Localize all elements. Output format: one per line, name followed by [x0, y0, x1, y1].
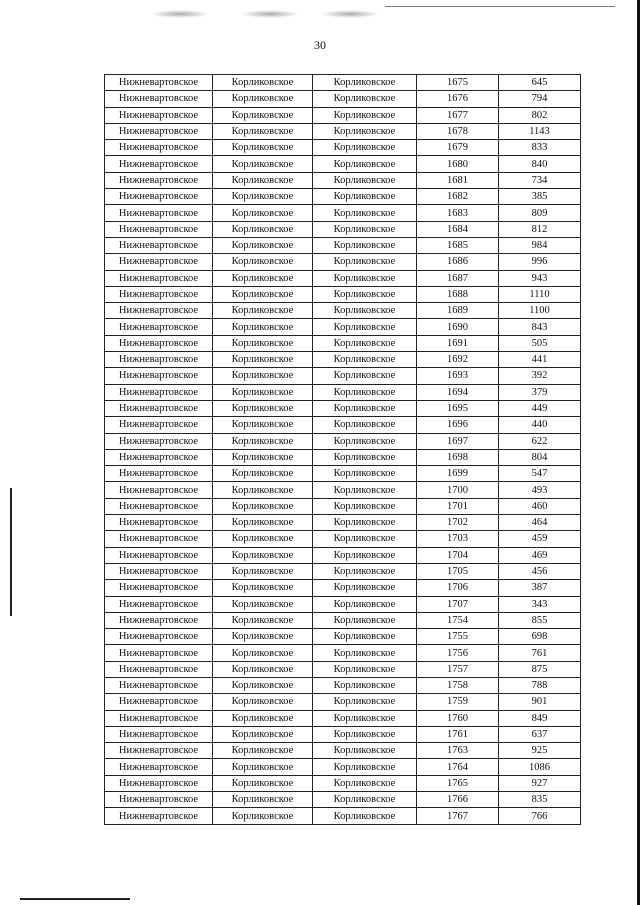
well-number-cell: 1758: [417, 677, 499, 693]
table-row: [105, 726, 581, 742]
well-number-cell: 1704: [417, 547, 499, 563]
license-area-cell: Корликовское: [313, 612, 417, 628]
license-area-cell: Корликовское: [313, 792, 417, 808]
district-cell: Нижневартовское: [105, 808, 213, 824]
value-cell: 833: [499, 140, 581, 156]
district-cell: Нижневартовское: [105, 449, 213, 465]
well-number-cell: 1703: [417, 531, 499, 547]
table-row: [105, 759, 581, 775]
field-cell: Корликовское: [213, 759, 313, 775]
district-cell: Нижневартовское: [105, 433, 213, 449]
field-cell: Корликовское: [213, 221, 313, 237]
table-row: [105, 498, 581, 514]
value-cell: 343: [499, 596, 581, 612]
value-cell: 943: [499, 270, 581, 286]
license-area-cell: Корликовское: [313, 417, 417, 433]
district-cell: Нижневартовское: [105, 629, 213, 645]
field-cell: Корликовское: [213, 645, 313, 661]
district-cell: Нижневартовское: [105, 91, 213, 107]
value-cell: 812: [499, 221, 581, 237]
value-cell: 927: [499, 775, 581, 791]
license-area-cell: Корликовское: [313, 645, 417, 661]
district-cell: Нижневартовское: [105, 661, 213, 677]
field-cell: Корликовское: [213, 335, 313, 351]
value-cell: 984: [499, 237, 581, 253]
license-area-cell: Корликовское: [313, 498, 417, 514]
district-cell: Нижневартовское: [105, 531, 213, 547]
district-cell: Нижневартовское: [105, 205, 213, 221]
license-area-cell: Корликовское: [313, 759, 417, 775]
well-number-cell: 1702: [417, 515, 499, 531]
field-cell: Корликовское: [213, 400, 313, 416]
field-cell: Корликовское: [213, 384, 313, 400]
district-cell: Нижневартовское: [105, 580, 213, 596]
field-cell: Корликовское: [213, 91, 313, 107]
field-cell: Корликовское: [213, 319, 313, 335]
field-cell: Корликовское: [213, 123, 313, 139]
scan-smudge: [240, 10, 300, 18]
value-cell: 547: [499, 466, 581, 482]
license-area-cell: Корликовское: [313, 547, 417, 563]
value-cell: 804: [499, 449, 581, 465]
well-number-cell: 1685: [417, 237, 499, 253]
well-number-cell: 1689: [417, 303, 499, 319]
value-cell: 761: [499, 645, 581, 661]
license-area-cell: Корликовское: [313, 221, 417, 237]
table-row: [105, 808, 581, 824]
field-cell: Корликовское: [213, 270, 313, 286]
field-cell: Корликовское: [213, 580, 313, 596]
license-area-cell: Корликовское: [313, 531, 417, 547]
scan-smudge: [320, 10, 380, 18]
well-number-cell: 1690: [417, 319, 499, 335]
well-number-cell: 1707: [417, 596, 499, 612]
district-cell: Нижневартовское: [105, 237, 213, 253]
table-row: [105, 123, 581, 139]
district-cell: Нижневартовское: [105, 221, 213, 237]
value-cell: 1143: [499, 123, 581, 139]
table-row: [105, 384, 581, 400]
district-cell: Нижневартовское: [105, 107, 213, 123]
table-row: [105, 792, 581, 808]
field-cell: Корликовское: [213, 466, 313, 482]
value-cell: 469: [499, 547, 581, 563]
district-cell: Нижневартовское: [105, 596, 213, 612]
table-row: [105, 629, 581, 645]
field-cell: Корликовское: [213, 792, 313, 808]
value-cell: 464: [499, 515, 581, 531]
district-cell: Нижневартовское: [105, 123, 213, 139]
well-number-cell: 1705: [417, 563, 499, 579]
table-row: [105, 205, 581, 221]
value-cell: 1100: [499, 303, 581, 319]
table-row: [105, 270, 581, 286]
table-row: [105, 368, 581, 384]
table-row: [105, 156, 581, 172]
value-cell: 505: [499, 335, 581, 351]
table-row: [105, 172, 581, 188]
license-area-cell: Корликовское: [313, 107, 417, 123]
field-cell: Корликовское: [213, 498, 313, 514]
table-row: [105, 286, 581, 302]
license-area-cell: Корликовское: [313, 726, 417, 742]
field-cell: Корликовское: [213, 417, 313, 433]
field-cell: Корликовское: [213, 694, 313, 710]
field-cell: Корликовское: [213, 286, 313, 302]
license-area-cell: Корликовское: [313, 335, 417, 351]
license-area-cell: Корликовское: [313, 677, 417, 693]
well-number-cell: 1757: [417, 661, 499, 677]
district-cell: Нижневартовское: [105, 482, 213, 498]
district-cell: Нижневартовское: [105, 319, 213, 335]
table-row: [105, 466, 581, 482]
license-area-cell: Корликовское: [313, 661, 417, 677]
well-number-cell: 1676: [417, 91, 499, 107]
well-number-cell: 1760: [417, 710, 499, 726]
value-cell: 809: [499, 205, 581, 221]
license-area-cell: Корликовское: [313, 515, 417, 531]
well-number-cell: 1677: [417, 107, 499, 123]
district-cell: Нижневартовское: [105, 694, 213, 710]
table-row: [105, 661, 581, 677]
value-cell: 734: [499, 172, 581, 188]
table-row: [105, 189, 581, 205]
field-cell: Корликовское: [213, 808, 313, 824]
field-cell: Корликовское: [213, 710, 313, 726]
table-row: [105, 237, 581, 253]
value-cell: 788: [499, 677, 581, 693]
value-cell: 385: [499, 189, 581, 205]
field-cell: Корликовское: [213, 482, 313, 498]
district-cell: Нижневартовское: [105, 498, 213, 514]
table-row: [105, 775, 581, 791]
table-row: [105, 417, 581, 433]
district-cell: Нижневартовское: [105, 335, 213, 351]
value-cell: 996: [499, 254, 581, 270]
district-cell: Нижневартовское: [105, 189, 213, 205]
well-number-cell: 1764: [417, 759, 499, 775]
field-cell: Корликовское: [213, 254, 313, 270]
license-area-cell: Корликовское: [313, 368, 417, 384]
table-row: [105, 433, 581, 449]
registry-table: [104, 74, 581, 825]
well-number-cell: 1688: [417, 286, 499, 302]
field-cell: Корликовское: [213, 140, 313, 156]
license-area-cell: Корликовское: [313, 254, 417, 270]
well-number-cell: 1761: [417, 726, 499, 742]
table-row: [105, 400, 581, 416]
district-cell: Нижневартовское: [105, 792, 213, 808]
district-cell: Нижневартовское: [105, 270, 213, 286]
district-cell: Нижневартовское: [105, 140, 213, 156]
scan-artifact-bottom-rule: [20, 898, 130, 900]
well-number-cell: 1759: [417, 694, 499, 710]
district-cell: Нижневартовское: [105, 612, 213, 628]
value-cell: 460: [499, 498, 581, 514]
district-cell: Нижневартовское: [105, 417, 213, 433]
license-area-cell: Корликовское: [313, 400, 417, 416]
table-row: [105, 547, 581, 563]
field-cell: Корликовское: [213, 547, 313, 563]
license-area-cell: Корликовское: [313, 710, 417, 726]
table-row: [105, 107, 581, 123]
value-cell: 925: [499, 743, 581, 759]
value-cell: 766: [499, 808, 581, 824]
value-cell: 794: [499, 91, 581, 107]
well-number-cell: 1692: [417, 352, 499, 368]
value-cell: 645: [499, 75, 581, 91]
value-cell: 802: [499, 107, 581, 123]
table-row: [105, 352, 581, 368]
well-number-cell: 1680: [417, 156, 499, 172]
table-row: [105, 319, 581, 335]
table-row: [105, 449, 581, 465]
license-area-cell: Корликовское: [313, 270, 417, 286]
license-area-cell: Корликовское: [313, 75, 417, 91]
table-row: [105, 91, 581, 107]
field-cell: Корликовское: [213, 189, 313, 205]
table-row: [105, 482, 581, 498]
field-cell: Корликовское: [213, 612, 313, 628]
well-number-cell: 1765: [417, 775, 499, 791]
table-row: [105, 254, 581, 270]
license-area-cell: Корликовское: [313, 352, 417, 368]
district-cell: Нижневартовское: [105, 368, 213, 384]
value-cell: 1086: [499, 759, 581, 775]
table-row: [105, 580, 581, 596]
table-row: [105, 677, 581, 693]
value-cell: 835: [499, 792, 581, 808]
field-cell: Корликовское: [213, 775, 313, 791]
field-cell: Корликовское: [213, 531, 313, 547]
well-number-cell: 1755: [417, 629, 499, 645]
table-row: [105, 563, 581, 579]
district-cell: Нижневартовское: [105, 75, 213, 91]
field-cell: Корликовское: [213, 156, 313, 172]
district-cell: Нижневартовское: [105, 400, 213, 416]
district-cell: Нижневартовское: [105, 645, 213, 661]
license-area-cell: Корликовское: [313, 482, 417, 498]
license-area-cell: Корликовское: [313, 303, 417, 319]
well-number-cell: 1756: [417, 645, 499, 661]
field-cell: Корликовское: [213, 368, 313, 384]
well-number-cell: 1687: [417, 270, 499, 286]
well-number-cell: 1706: [417, 580, 499, 596]
field-cell: Корликовское: [213, 596, 313, 612]
license-area-cell: Корликовское: [313, 629, 417, 645]
well-number-cell: 1691: [417, 335, 499, 351]
well-number-cell: 1686: [417, 254, 499, 270]
well-number-cell: 1763: [417, 743, 499, 759]
well-number-cell: 1684: [417, 221, 499, 237]
well-number-cell: 1754: [417, 612, 499, 628]
value-cell: 392: [499, 368, 581, 384]
license-area-cell: Корликовское: [313, 775, 417, 791]
table-row: [105, 710, 581, 726]
table-row: [105, 694, 581, 710]
well-number-cell: 1694: [417, 384, 499, 400]
scan-artifact-top-rule: [385, 6, 615, 7]
field-cell: Корликовское: [213, 352, 313, 368]
table-row: [105, 645, 581, 661]
value-cell: 849: [499, 710, 581, 726]
license-area-cell: Корликовское: [313, 319, 417, 335]
table-row: [105, 596, 581, 612]
well-number-cell: 1683: [417, 205, 499, 221]
well-number-cell: 1693: [417, 368, 499, 384]
well-number-cell: 1678: [417, 123, 499, 139]
value-cell: 441: [499, 352, 581, 368]
value-cell: 622: [499, 433, 581, 449]
value-cell: 387: [499, 580, 581, 596]
scan-smudge: [150, 10, 210, 18]
value-cell: 843: [499, 319, 581, 335]
well-number-cell: 1767: [417, 808, 499, 824]
license-area-cell: Корликовское: [313, 596, 417, 612]
value-cell: 493: [499, 482, 581, 498]
field-cell: Корликовское: [213, 661, 313, 677]
field-cell: Корликовское: [213, 205, 313, 221]
table-row: [105, 221, 581, 237]
table-row: [105, 531, 581, 547]
well-number-cell: 1682: [417, 189, 499, 205]
value-cell: 698: [499, 629, 581, 645]
license-area-cell: Корликовское: [313, 91, 417, 107]
field-cell: Корликовское: [213, 743, 313, 759]
registry-table-body: [105, 75, 581, 825]
district-cell: Нижневартовское: [105, 759, 213, 775]
field-cell: Корликовское: [213, 629, 313, 645]
well-number-cell: 1697: [417, 433, 499, 449]
well-number-cell: 1700: [417, 482, 499, 498]
field-cell: Корликовское: [213, 563, 313, 579]
district-cell: Нижневартовское: [105, 547, 213, 563]
value-cell: 637: [499, 726, 581, 742]
district-cell: Нижневартовское: [105, 710, 213, 726]
table-row: [105, 612, 581, 628]
well-number-cell: 1681: [417, 172, 499, 188]
well-number-cell: 1696: [417, 417, 499, 433]
value-cell: 456: [499, 563, 581, 579]
license-area-cell: Корликовское: [313, 808, 417, 824]
table-row: [105, 515, 581, 531]
value-cell: 901: [499, 694, 581, 710]
value-cell: 855: [499, 612, 581, 628]
field-cell: Корликовское: [213, 75, 313, 91]
well-number-cell: 1675: [417, 75, 499, 91]
value-cell: 1110: [499, 286, 581, 302]
license-area-cell: Корликовское: [313, 563, 417, 579]
table-row: [105, 335, 581, 351]
well-number-cell: 1766: [417, 792, 499, 808]
district-cell: Нижневартовское: [105, 743, 213, 759]
license-area-cell: Корликовское: [313, 205, 417, 221]
field-cell: Корликовское: [213, 726, 313, 742]
license-area-cell: Корликовское: [313, 743, 417, 759]
district-cell: Нижневартовское: [105, 775, 213, 791]
field-cell: Корликовское: [213, 172, 313, 188]
field-cell: Корликовское: [213, 237, 313, 253]
table-row: [105, 75, 581, 91]
scan-artifact-left-bar: [10, 488, 12, 616]
district-cell: Нижневартовское: [105, 156, 213, 172]
license-area-cell: Корликовское: [313, 189, 417, 205]
field-cell: Корликовское: [213, 515, 313, 531]
value-cell: 875: [499, 661, 581, 677]
license-area-cell: Корликовское: [313, 286, 417, 302]
field-cell: Корликовское: [213, 449, 313, 465]
district-cell: Нижневартовское: [105, 254, 213, 270]
district-cell: Нижневартовское: [105, 563, 213, 579]
district-cell: Нижневартовское: [105, 466, 213, 482]
district-cell: Нижневартовское: [105, 677, 213, 693]
value-cell: 449: [499, 400, 581, 416]
license-area-cell: Корликовское: [313, 140, 417, 156]
district-cell: Нижневартовское: [105, 726, 213, 742]
license-area-cell: Корликовское: [313, 449, 417, 465]
license-area-cell: Корликовское: [313, 384, 417, 400]
value-cell: 440: [499, 417, 581, 433]
license-area-cell: Корликовское: [313, 466, 417, 482]
well-number-cell: 1698: [417, 449, 499, 465]
well-number-cell: 1701: [417, 498, 499, 514]
district-cell: Нижневартовское: [105, 352, 213, 368]
value-cell: 379: [499, 384, 581, 400]
license-area-cell: Корликовское: [313, 580, 417, 596]
license-area-cell: Корликовское: [313, 172, 417, 188]
district-cell: Нижневартовское: [105, 286, 213, 302]
well-number-cell: 1695: [417, 400, 499, 416]
value-cell: 840: [499, 156, 581, 172]
license-area-cell: Корликовское: [313, 123, 417, 139]
table-row: [105, 303, 581, 319]
value-cell: 459: [499, 531, 581, 547]
field-cell: Корликовское: [213, 107, 313, 123]
field-cell: Корликовское: [213, 303, 313, 319]
license-area-cell: Корликовское: [313, 433, 417, 449]
district-cell: Нижневартовское: [105, 515, 213, 531]
license-area-cell: Корликовское: [313, 694, 417, 710]
district-cell: Нижневартовское: [105, 172, 213, 188]
table-row: [105, 743, 581, 759]
page-number: 30: [314, 38, 326, 52]
well-number-cell: 1699: [417, 466, 499, 482]
license-area-cell: Корликовское: [313, 156, 417, 172]
table-row: [105, 140, 581, 156]
field-cell: Корликовское: [213, 433, 313, 449]
field-cell: Корликовское: [213, 677, 313, 693]
district-cell: Нижневартовское: [105, 384, 213, 400]
license-area-cell: Корликовское: [313, 237, 417, 253]
district-cell: Нижневартовское: [105, 303, 213, 319]
well-number-cell: 1679: [417, 140, 499, 156]
